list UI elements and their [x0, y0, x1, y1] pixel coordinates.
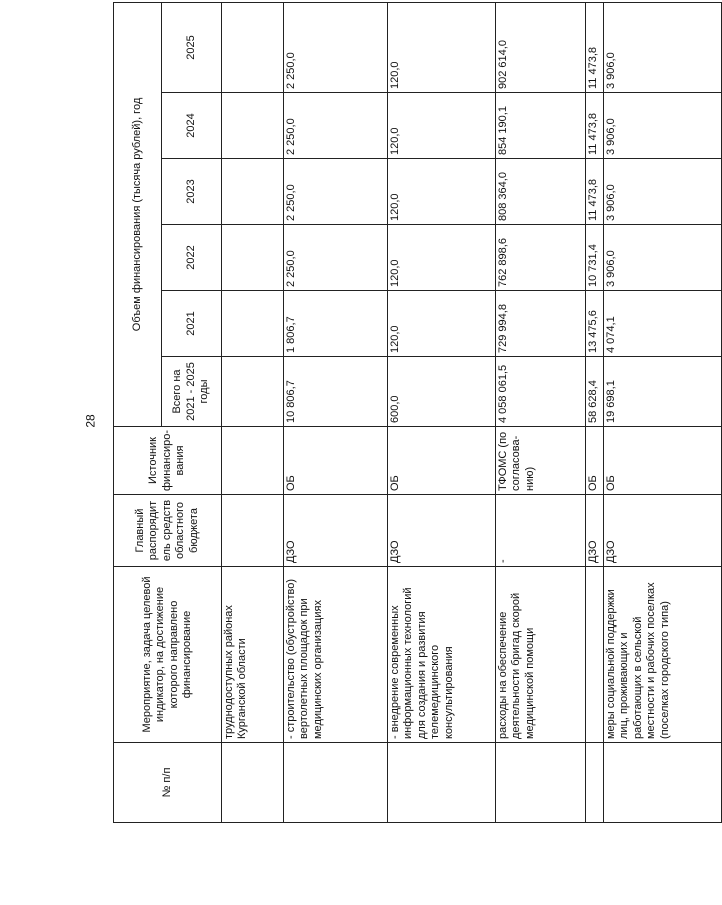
cell-num — [222, 743, 284, 823]
table-row — [222, 2, 284, 822]
cell-year-value: 1 806,7 — [284, 291, 388, 357]
cell-event: - строительство (обустройство) вертолетных площадок при медицинских организациях — [284, 567, 388, 743]
cell-manager: ДЗО — [586, 495, 604, 567]
cell-source: ОБ — [388, 427, 496, 495]
header-total: Всего на 2021 - 2025 годы — [162, 357, 222, 427]
cell-year-value: 13 475,6 — [586, 291, 604, 357]
cell-year-value: 3 906,0 — [604, 225, 722, 291]
cell-total: 4 058 061,5 — [496, 357, 586, 427]
table-row — [496, 2, 586, 822]
table-row — [388, 2, 496, 822]
cell-event: - внедрение современных информационных технологий для создания и развития телемедицинского консультирования — [388, 567, 496, 743]
header-year: 2024 — [162, 93, 222, 159]
header-num: № п/п — [114, 743, 222, 823]
cell-num — [284, 743, 388, 823]
cell-total: 58 628,4 — [586, 357, 604, 427]
cell-total: 19 698,1 — [604, 357, 722, 427]
cell-num — [586, 743, 604, 823]
header-event: Мероприятие, задача целевой индикатор, на достижение которого направлено финансирование — [114, 567, 222, 743]
cell-source: ОБ — [604, 427, 722, 495]
cell-year-value: 808 364,0 — [496, 159, 586, 225]
header-source: Источник финансиро-вания — [114, 427, 222, 495]
cell-event — [586, 567, 604, 743]
table-row — [284, 2, 388, 822]
cell-source: ОБ — [284, 427, 388, 495]
table-row — [604, 2, 722, 822]
cell-year-value: 11 473,8 — [586, 159, 604, 225]
cell-source: ТФОМС (по согласова-нию) — [496, 427, 586, 495]
cell-year-value: 902 614,0 — [496, 2, 586, 92]
table-row — [586, 2, 604, 822]
cell-manager: ДЗО — [284, 495, 388, 567]
header-year: 2022 — [162, 225, 222, 291]
header-volume: Объем финансирования (тысяча рублей), год — [114, 2, 162, 426]
cell-year-value: 3 906,0 — [604, 2, 722, 92]
header-year: 2021 — [162, 291, 222, 357]
cell-year-value: 762 898,6 — [496, 225, 586, 291]
cell-event: расходы на обеспечение деятельности бригад скорой медицинской помощи — [496, 567, 586, 743]
header-year: 2025 — [162, 2, 222, 92]
cell-year-value: 120,0 — [388, 225, 496, 291]
page-number: 28 — [83, 414, 98, 428]
cell-total: 10 806,7 — [284, 357, 388, 427]
cell-year-value: 11 473,8 — [586, 93, 604, 159]
cell-year-value: 120,0 — [388, 291, 496, 357]
cell-total — [222, 357, 284, 427]
cell-manager: - — [496, 495, 586, 567]
cell-source: ОБ — [586, 427, 604, 495]
cell-year-value — [222, 2, 284, 92]
cell-year-value — [222, 291, 284, 357]
cell-year-value: 729 994,8 — [496, 291, 586, 357]
cell-manager: ДЗО — [604, 495, 722, 567]
cell-year-value: 4 074,1 — [604, 291, 722, 357]
cell-year-value: 854 190,1 — [496, 93, 586, 159]
cell-total: 600,0 — [388, 357, 496, 427]
cell-year-value — [222, 225, 284, 291]
cell-year-value: 2 250,0 — [284, 2, 388, 92]
cell-year-value: 3 906,0 — [604, 159, 722, 225]
cell-event: меры социальной поддержки лиц, проживающих и работающих в сельской местности и рабочих поселках (поселках городского типа) — [604, 567, 722, 743]
cell-num — [496, 743, 586, 823]
cell-year-value: 3 906,0 — [604, 93, 722, 159]
cell-year-value: 2 250,0 — [284, 93, 388, 159]
cell-year-value: 120,0 — [388, 93, 496, 159]
header-year: 2023 — [162, 159, 222, 225]
cell-year-value: 2 250,0 — [284, 159, 388, 225]
cell-source — [222, 427, 284, 495]
cell-year-value: 2 250,0 — [284, 225, 388, 291]
financing-table — [113, 2, 722, 823]
cell-year-value: 11 473,8 — [586, 2, 604, 92]
cell-year-value: 120,0 — [388, 159, 496, 225]
cell-num — [604, 743, 722, 823]
cell-manager: ДЗО — [388, 495, 496, 567]
cell-year-value: 120,0 — [388, 2, 496, 92]
cell-year-value — [222, 159, 284, 225]
cell-event: труднодоступных районах Курганской области — [222, 567, 284, 743]
cell-year-value: 10 731,4 — [586, 225, 604, 291]
cell-num — [388, 743, 496, 823]
cell-manager — [222, 495, 284, 567]
rotated-table-container — [113, 13, 671, 823]
cell-year-value — [222, 93, 284, 159]
header-manager: Главный распорядитель средств областного бюджета — [114, 495, 222, 567]
